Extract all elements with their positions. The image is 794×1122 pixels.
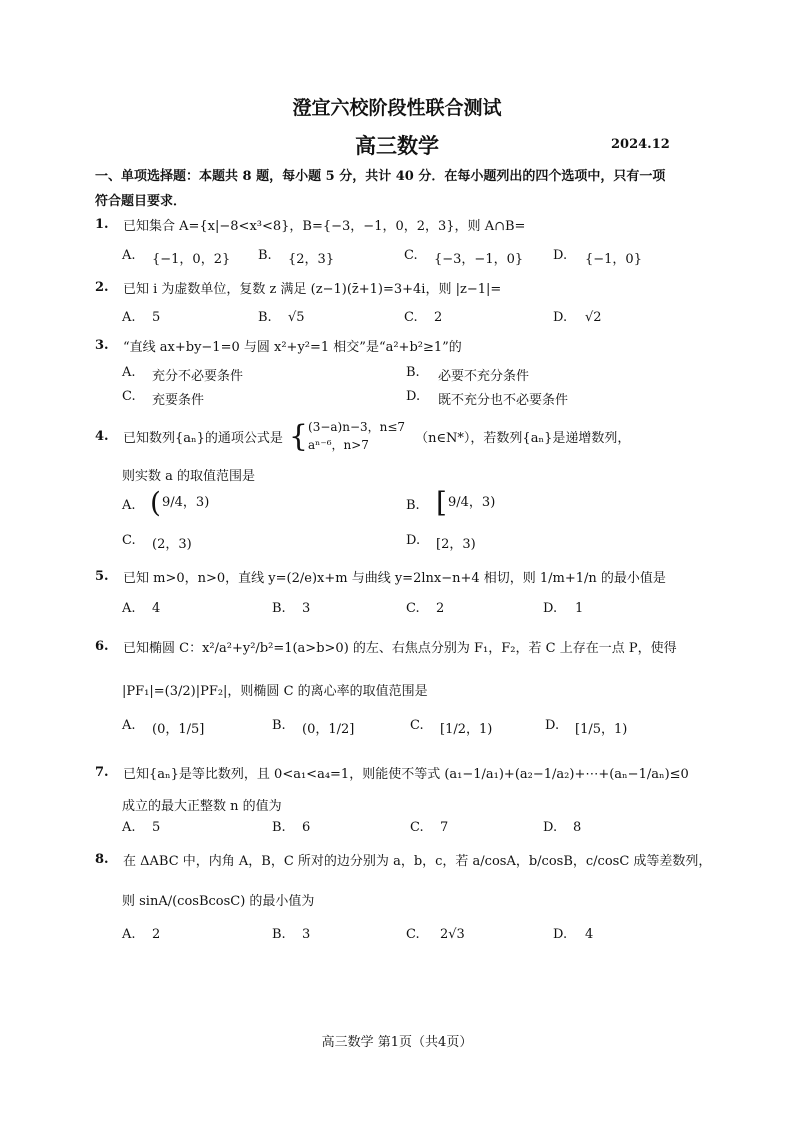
option-value: 1 [575, 601, 584, 616]
option-value: 6 [302, 820, 311, 835]
piecewise-definition [308, 418, 405, 454]
question-text: “直线 ax+by−1=0 与圆 x²+y²=1 相交”是“a²+b²≥1”的 [123, 340, 462, 355]
option-label: A. [122, 601, 136, 616]
option-value: 4 [585, 927, 594, 942]
option-value: 5 [152, 820, 161, 835]
option-label: B. [272, 601, 286, 616]
question-text-line2: |PF₁|=(3/2)|PF₂|，则椭圆 C 的离心率的取值范围是 [122, 684, 428, 699]
option-label: B. [406, 498, 420, 513]
section-heading-cont: 符合题目要求． [95, 194, 187, 209]
option-label: C. [406, 601, 420, 616]
option-value: 3 [302, 601, 311, 616]
option-label: B. [272, 718, 286, 733]
option-value: 2 [436, 601, 445, 616]
option-label: A. [122, 718, 136, 733]
question-text-cont: （n∈N*），若数列{aₙ}是递增数列， [415, 430, 631, 446]
question-text: 已知数列{aₙ}的通项公式是 [123, 430, 283, 446]
option-value: {−3，−1，0} [434, 252, 524, 267]
question-number: 2. [95, 280, 109, 295]
option-value: 7 [440, 820, 449, 835]
question-number: 8. [95, 852, 109, 867]
option-value: (0，1/2] [302, 722, 355, 737]
bracket-open-icon: [ [436, 486, 447, 519]
option-value: {2，3} [288, 252, 335, 267]
option-label: A. [122, 927, 136, 942]
option-label: D. [553, 248, 568, 263]
option-value: {−1，0} [585, 252, 642, 267]
paren-open-icon: ( [150, 486, 161, 519]
option-label: D. [543, 601, 558, 616]
option-label: D. [406, 389, 421, 404]
option-label: C. [122, 389, 136, 404]
option-value: 4 [152, 601, 161, 616]
exam-date: 2024.12 [611, 137, 670, 152]
option-value: 2 [152, 927, 161, 942]
option-value: (0，1/5] [152, 722, 205, 737]
option-value: 2√3 [440, 927, 465, 942]
option-value: {−1，0，2} [152, 252, 231, 267]
section-heading: 一、单项选择题：本题共 8 题，每小题 5 分，共计 40 分．在每小题列出的四个选项中，只有一项 [95, 169, 666, 184]
option-value: 必要不充分条件 [438, 369, 530, 384]
option-label: D. [406, 533, 421, 548]
question-1 [95, 215, 525, 234]
option-label: C. [404, 248, 418, 263]
question-text-line2: 成立的最大正整数 n 的值为 [122, 799, 282, 814]
question-number: 7. [95, 765, 109, 780]
question-6 [95, 637, 677, 656]
piece-case-2: aⁿ⁻⁶，n>7 [308, 438, 369, 452]
option-label: A. [122, 248, 136, 263]
option-value: 9/4，3) [162, 495, 210, 510]
question-text: 在 ΔABC 中，内角 A，B，C 所对的边分别为 a，b，c，若 a/cosA，b/cosB，c/cosC 成等差数列， [123, 854, 712, 869]
page-footer: 高三数学 第1页（共4页） [321, 1035, 473, 1050]
option-value: 充要条件 [152, 393, 205, 408]
option-label: D. [553, 927, 568, 942]
option-label: A. [122, 310, 136, 325]
question-number: 6. [95, 639, 109, 654]
option-label: A. [122, 365, 136, 380]
option-label: B. [258, 248, 272, 263]
option-label: B. [258, 310, 272, 325]
exam-title: 澄宜六校阶段性联合测试 [292, 97, 502, 119]
option-label: C. [406, 927, 420, 942]
question-number: 1. [95, 217, 109, 232]
option-value: 既不充分也不必要条件 [438, 393, 569, 408]
question-5 [95, 567, 666, 586]
option-value: [1/2，1) [440, 722, 493, 737]
option-label: C. [404, 310, 418, 325]
option-value: √5 [288, 310, 305, 325]
question-2 [95, 278, 501, 297]
option-value: [2，3) [436, 537, 476, 552]
question-text-line2: 则实数 a 的取值范围是 [122, 469, 256, 484]
piece-case-1: (3−a)n−3，n≤7 [308, 420, 406, 434]
question-number: 4. [95, 428, 109, 444]
option-label: B. [406, 365, 420, 380]
brace-icon: { [288, 418, 309, 454]
option-value: [1/5，1) [575, 722, 628, 737]
question-text-line2: 则 sinA/(cosBcosC) 的最小值为 [122, 894, 315, 909]
option-label: C. [410, 820, 424, 835]
option-label: C. [410, 718, 424, 733]
option-label: C. [122, 533, 136, 548]
question-number: 3. [95, 338, 109, 353]
question-text: 已知集合 A={x|−8<x³<8}，B={−3，−1，0，2，3}，则 A∩B= [123, 219, 526, 234]
question-8 [95, 850, 711, 869]
question-text: 已知 m>0，n>0，直线 y=(2/e)x+m 与曲线 y=2lnx−n+4 相切，则 1/m+1/n 的最小值是 [123, 571, 666, 586]
exam-subject: 高三数学 [355, 133, 439, 158]
option-label: B. [272, 820, 286, 835]
question-text: 已知 i 为虚数单位，复数 z 满足 (z−1)(z̄+1)=3+4i，则 |z−1|= [123, 282, 502, 297]
option-value: 5 [152, 310, 161, 325]
question-3 [95, 336, 462, 355]
question-4 [95, 418, 630, 454]
question-text: 已知椭圆 C：x²/a²+y²/b²=1(a>b>0) 的左、右焦点分别为 F₁，F₂，若 C 上存在一点 P，使得 [123, 641, 677, 656]
question-number: 5. [95, 569, 109, 584]
option-value: 9/4，3) [448, 495, 496, 510]
option-value: 8 [573, 820, 582, 835]
option-label: A. [122, 498, 136, 513]
option-value: (2，3) [152, 537, 192, 552]
option-label: B. [272, 927, 286, 942]
option-value: 3 [302, 927, 311, 942]
option-label: D. [545, 718, 560, 733]
question-7 [95, 763, 689, 782]
question-text: 已知{aₙ}是等比数列，且 0<a₁<a₄=1，则能使不等式 (a₁−1/a₁)+(a₂−1/a₂)+⋯+(aₙ−1/aₙ)≤0 [123, 767, 689, 782]
option-label: D. [553, 310, 568, 325]
option-value: √2 [585, 310, 602, 325]
option-label: A. [122, 820, 136, 835]
option-label: D. [543, 820, 558, 835]
option-value: 2 [434, 310, 443, 325]
option-value: 充分不必要条件 [152, 369, 244, 384]
